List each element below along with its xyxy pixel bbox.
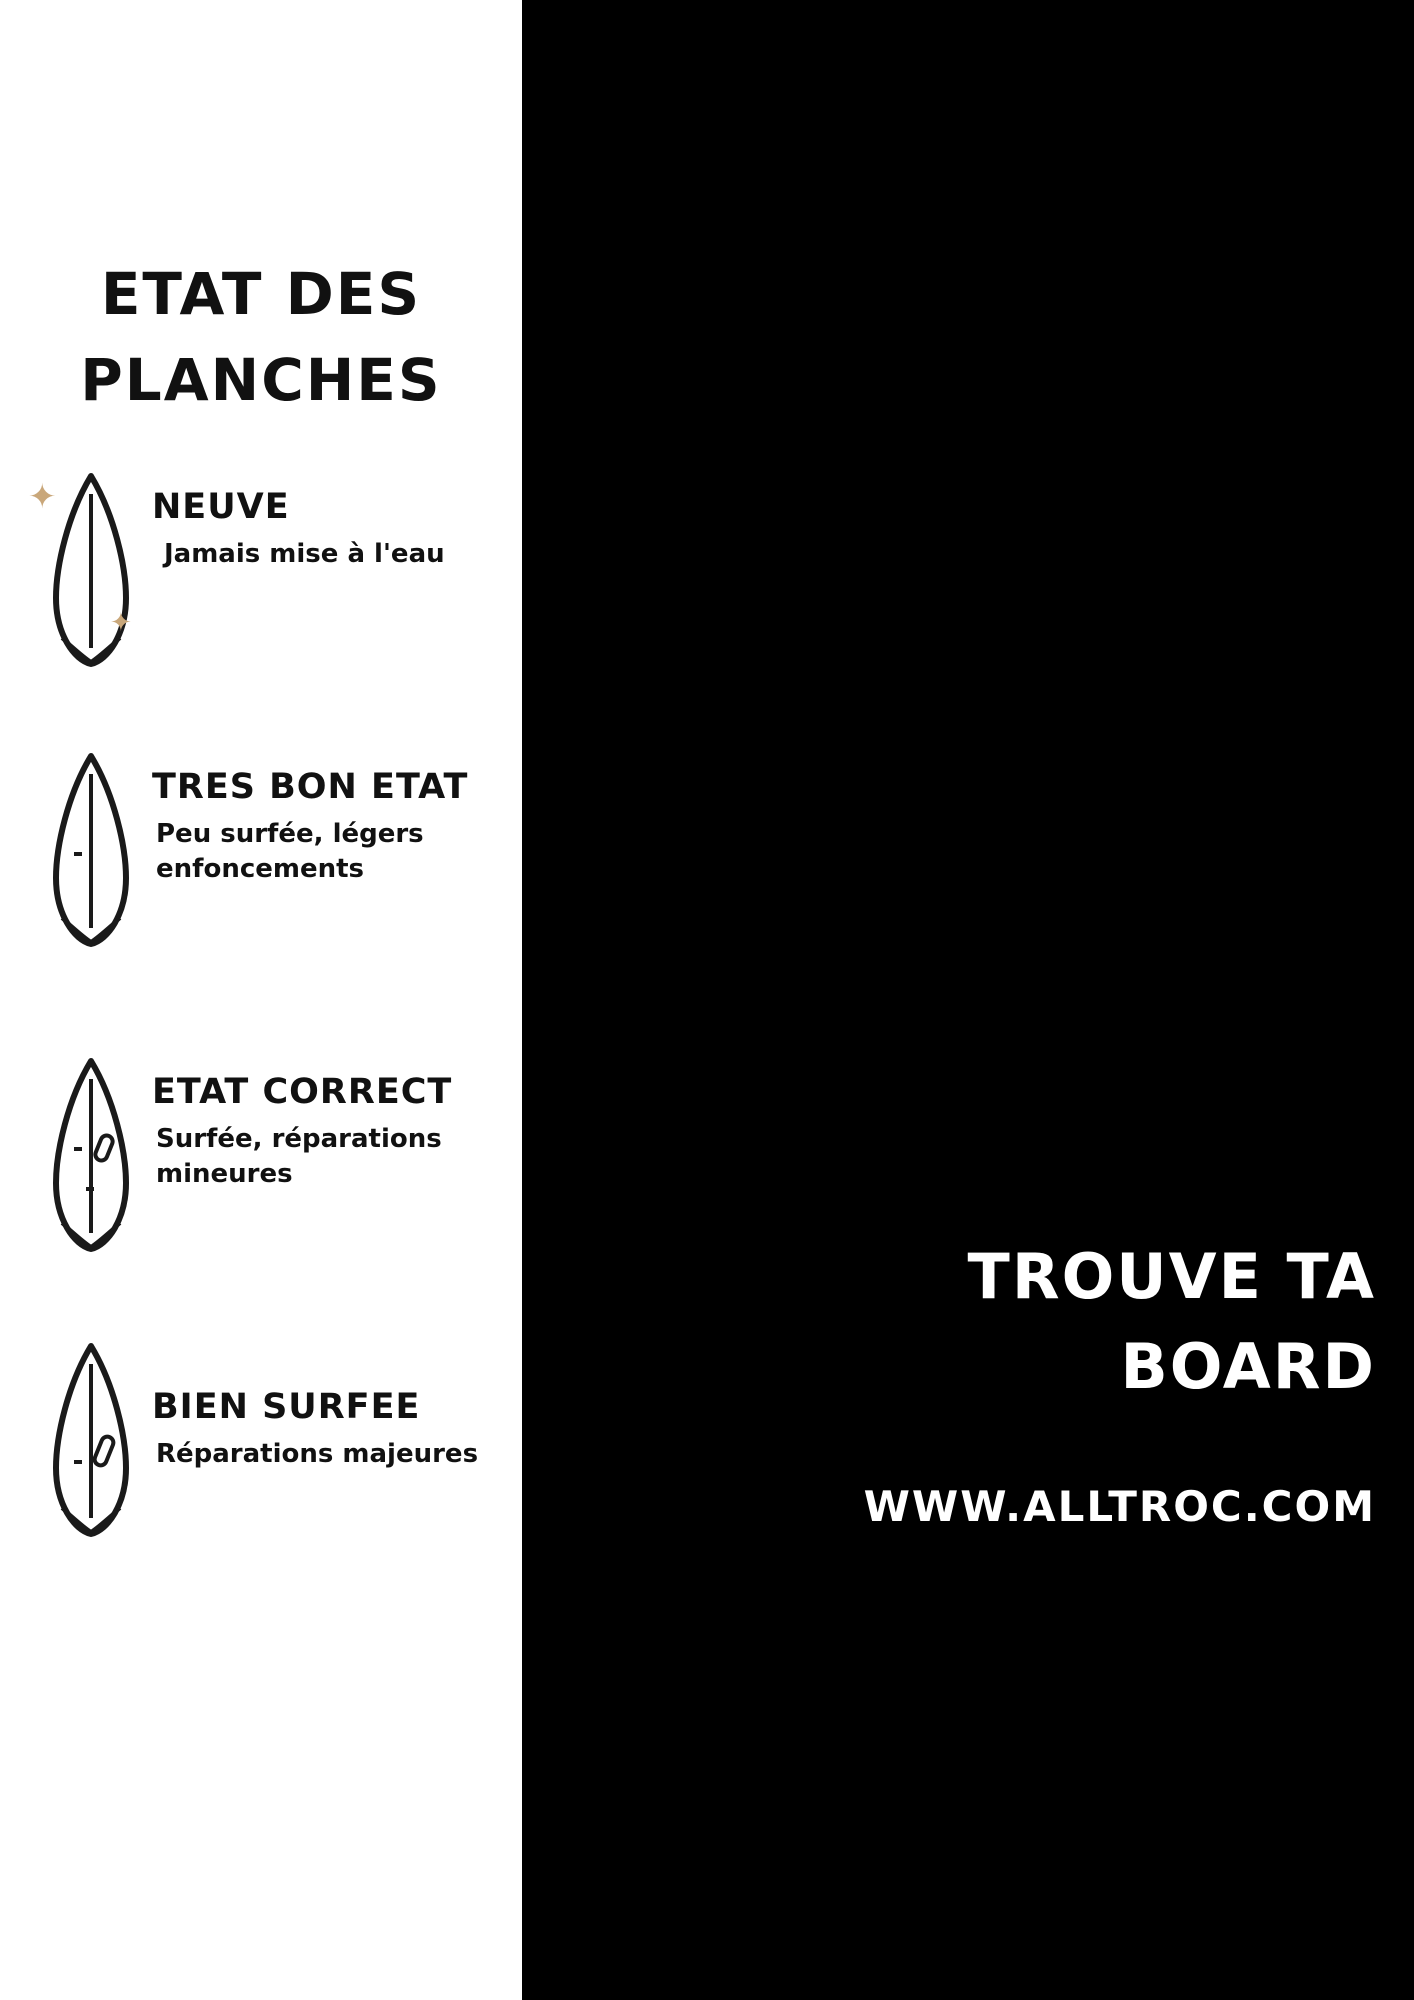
brand-tagline	[562, 1232, 1394, 1412]
page-title	[0, 252, 522, 424]
list-item-title: NEUVE	[152, 487, 290, 527]
left-content-panel	[0, 0, 522, 2000]
surfboard-icon	[36, 1055, 146, 1255]
brand-line-2: BOARD	[1120, 1329, 1376, 1403]
list-item-text	[152, 768, 522, 887]
list-item-neuve	[0, 470, 522, 690]
list-item-text	[152, 488, 522, 572]
website-url[interactable]: WWW.ALLTROC.COM	[863, 1482, 1376, 1531]
list-item-text	[152, 1073, 522, 1192]
brand-line-1: TROUVE TA	[967, 1240, 1376, 1313]
list-item-text	[152, 1388, 522, 1472]
list-item-tres-bon-etat	[0, 750, 522, 970]
sparkle-icon: ✦	[110, 608, 132, 638]
surfboard-icon	[36, 750, 146, 950]
list-item-description: Peu surfée, légers enfoncements	[156, 818, 424, 884]
list-item-description: Réparations majeures	[156, 1438, 479, 1469]
list-item-title: BIEN SURFEE	[152, 1387, 421, 1427]
page-title-line-2: PLANCHES	[80, 345, 442, 414]
list-item-description: Surfée, réparations mineures	[156, 1123, 442, 1189]
right-black-panel	[522, 0, 1414, 2000]
list-item-title: TRES BON ETAT	[152, 767, 469, 807]
surfboard-icon	[36, 1340, 146, 1540]
page-title-line-1: ETAT DES	[100, 260, 422, 328]
list-item-title: ETAT CORRECT	[152, 1072, 453, 1112]
list-item-description: Jamais mise à l'eau	[164, 538, 445, 569]
list-item-etat-correct	[0, 1055, 522, 1275]
list-item-bien-surfee	[0, 1340, 522, 1560]
sparkle-icon: ✦	[28, 477, 57, 517]
